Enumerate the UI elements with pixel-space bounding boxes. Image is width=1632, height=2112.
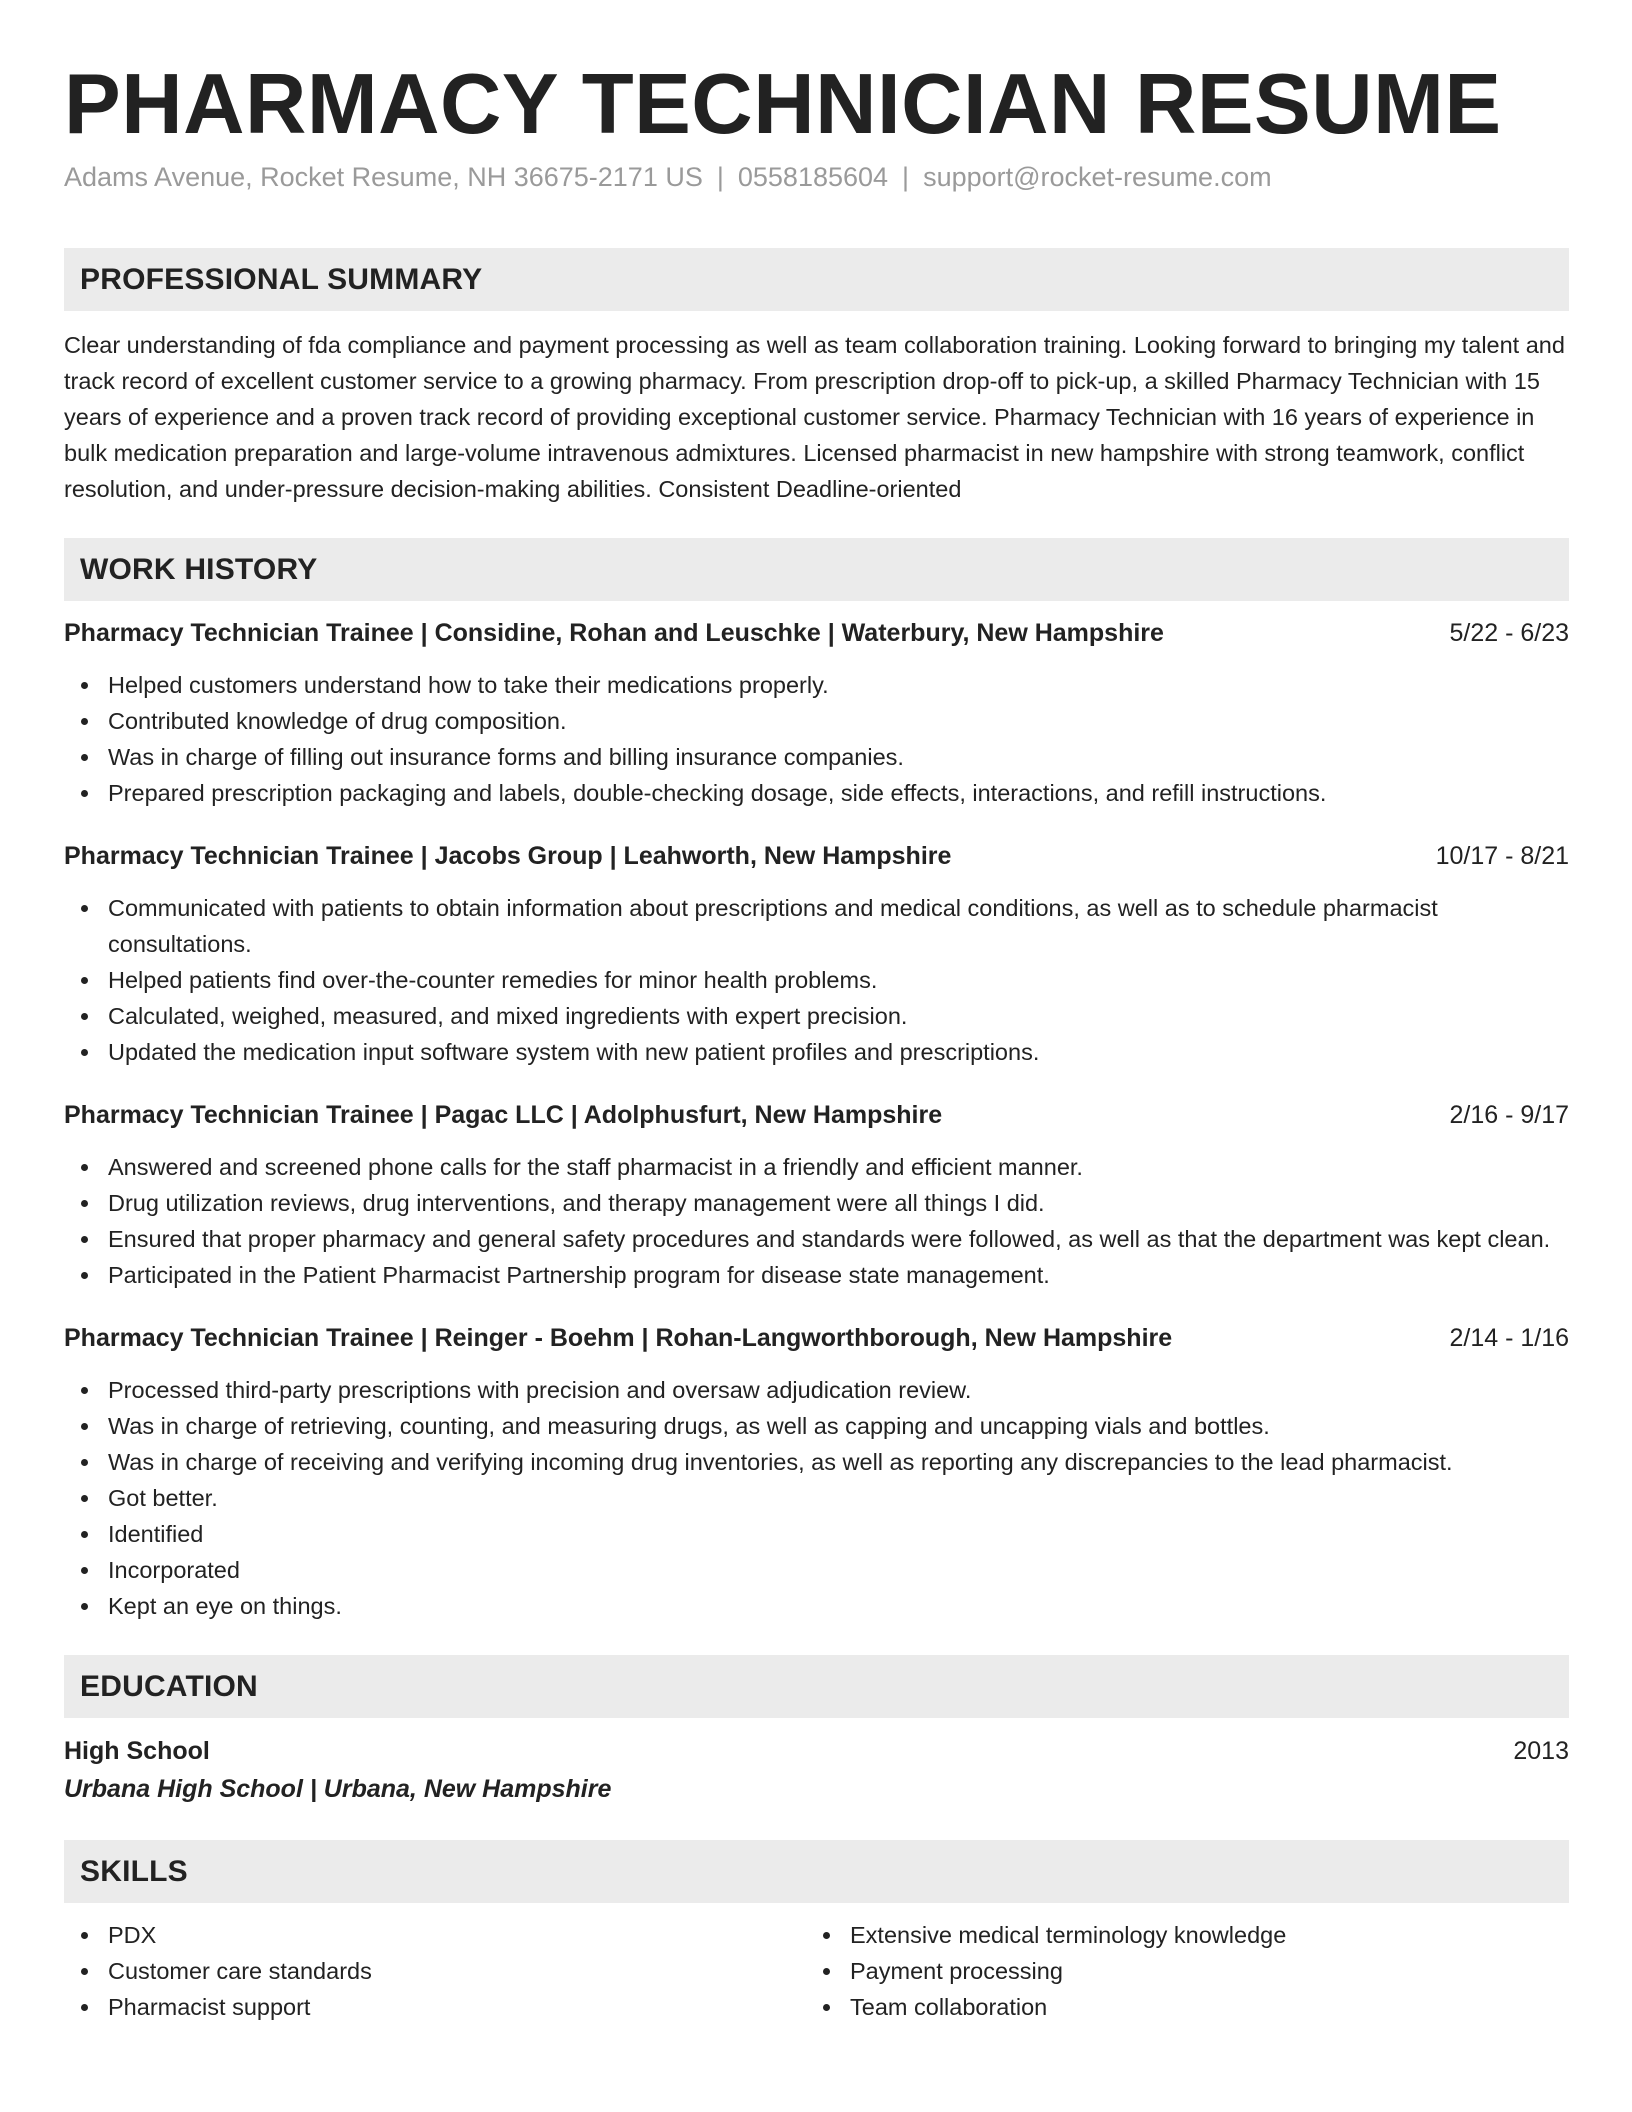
job-bullets [64,1149,1569,1293]
resume-title: PHARMACY TECHNICIAN RESUME [64,57,1502,152]
skill-item: PDX [64,1917,806,1953]
job-bullet: Was in charge of filling out insurance forms and billing insurance companies. [64,739,1569,775]
section-heading-summary: PROFESSIONAL SUMMARY [64,248,1569,311]
skills-column-right [806,1917,1548,2025]
job-dates: 2/14 - 1/16 [1449,1324,1569,1352]
job-bullet: Was in charge of receiving and verifying incoming drug inventories, as well as reporting any discrepancies to the lead pharmacist. [64,1444,1569,1480]
skills-grid [64,1917,1569,2025]
job-bullet: Ensured that proper pharmacy and general safety procedures and standards were followed, as well as that the department was kept clean. [64,1221,1569,1257]
job-bullet: Helped patients find over-the-counter remedies for minor health problems. [64,962,1569,998]
skill-item: Payment processing [806,1953,1548,1989]
job-bullet: Contributed knowledge of drug composition. [64,703,1569,739]
contact-separator: | [902,162,910,192]
job-bullet: Updated the medication input software system with new patient profiles and prescriptions. [64,1034,1569,1070]
job-entry [64,1097,1569,1293]
section-heading-skills: SKILLS [64,1840,1569,1903]
job-bullet: Answered and screened phone calls for the staff pharmacist in a friendly and efficient manner. [64,1149,1569,1185]
summary-text: Clear understanding of fda compliance and payment processing as well as team collaboration training. Looking forward to bringing my talent and track record of excellent customer service to a growing pharmacy. From prescription drop-off to pick-up, a skilled Pharmacy Technician with 15 years of experience and a proven track record of providing exceptional customer service. Pharmacy Technician with 16 years of experience in bulk medication preparation and large-volume intravenous admixtures. Licensed pharmacist in new hampshire with strong teamwork, conflict resolution, and under-pressure decision-making abilities. Consistent Deadline-oriented [64,332,1565,502]
job-dates: 10/17 - 8/21 [1435,842,1569,870]
job-entry [64,838,1569,1070]
job-bullet: Helped customers understand how to take their medications properly. [64,667,1569,703]
skill-item: Extensive medical terminology knowledge [806,1917,1548,1953]
education-year: 2013 [1513,1737,1569,1765]
skill-item: Team collaboration [806,1989,1548,2025]
job-dates: 5/22 - 6/23 [1449,619,1569,647]
job-header [64,1097,1569,1133]
job-title: Pharmacy Technician Trainee | Pagac LLC | Adolphusfurt, New Hampshire [64,1101,943,1129]
job-bullet: Communicated with patients to obtain information about prescriptions and medical conditions, as well as to schedule pharmacist consultations. [64,890,1569,962]
job-dates: 2/16 - 9/17 [1449,1101,1569,1129]
job-bullet: Prepared prescription packaging and labels, double-checking dosage, side effects, interactions, and refill instructions. [64,775,1569,811]
job-title: Pharmacy Technician Trainee | Considine, Rohan and Leuschke | Waterbury, New Hampshire [64,619,1164,647]
skills-column-left [64,1917,806,2025]
job-title: Pharmacy Technician Trainee | Jacobs Group | Leahworth, New Hampshire [64,842,952,870]
job-entry [64,1320,1569,1624]
contact-email: support@rocket-resume.com [923,162,1272,192]
job-header [64,615,1569,651]
job-bullet: Identified [64,1516,1569,1552]
job-entry [64,615,1569,811]
education-degree: High School [64,1737,210,1765]
job-header [64,838,1569,874]
job-bullet: Got better. [64,1480,1569,1516]
contact-phone: 0558185604 [737,162,889,192]
skills-list [64,1917,806,2025]
job-bullet: Processed third-party prescriptions with precision and oversaw adjudication review. [64,1372,1569,1408]
education-row [64,1732,1569,1770]
contact-address: Adams Avenue, Rocket Resume, NH 36675-2171 US [64,162,703,192]
contact-line [64,157,1569,197]
skill-item: Customer care standards [64,1953,806,1989]
job-bullets [64,890,1569,1070]
job-bullet: Drug utilization reviews, drug interventions, and therapy management were all things I did. [64,1185,1569,1221]
contact-separator: | [716,162,724,192]
job-bullet: Incorporated [64,1552,1569,1588]
job-header [64,1320,1569,1356]
job-bullet: Participated in the Patient Pharmacist Partnership program for disease state management. [64,1257,1569,1293]
skills-list [806,1917,1548,2025]
skill-item: Pharmacist support [64,1989,806,2025]
job-bullet: Was in charge of retrieving, counting, and measuring drugs, as well as capping and uncapping vials and bottles. [64,1408,1569,1444]
section-heading-education: EDUCATION [64,1655,1569,1718]
section-heading-work-history: WORK HISTORY [64,538,1569,601]
job-bullets [64,667,1569,811]
job-bullet: Calculated, weighed, measured, and mixed ingredients with expert precision. [64,998,1569,1034]
job-title: Pharmacy Technician Trainee | Reinger - Boehm | Rohan-Langworthborough, New Hampshire [64,1324,1173,1352]
education-school: Urbana High School | Urbana, New Hampshire [64,1775,612,1803]
job-bullet: Kept an eye on things. [64,1588,1569,1624]
job-bullets [64,1372,1569,1624]
